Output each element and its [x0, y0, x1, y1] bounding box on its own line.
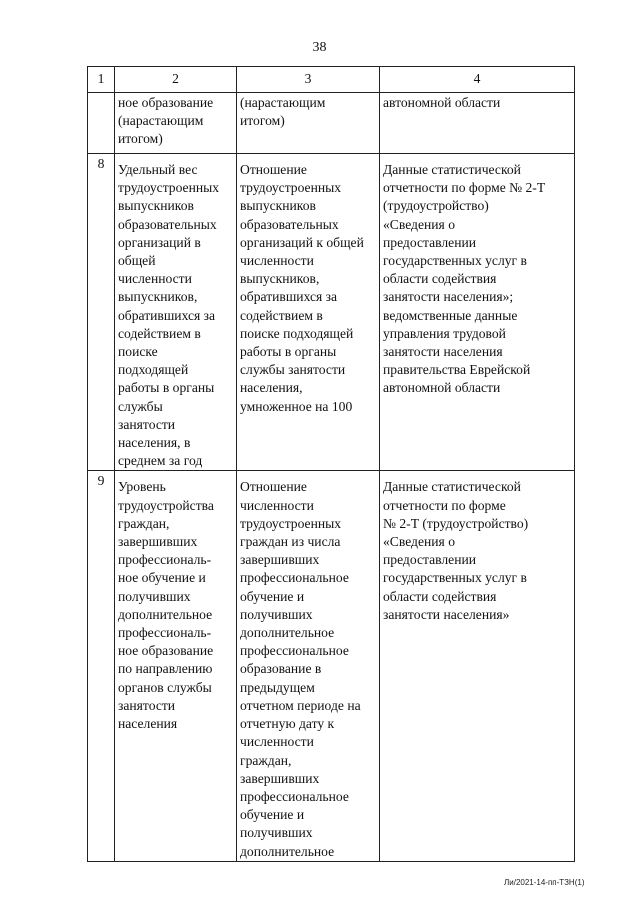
calculation-cell: [237, 154, 380, 471]
calculation-text: Отношение трудоустроенных выпускников образовательных организаций к общей численности выпускников, обратившихся за содействием в поиске подходящей работы в органы службы занятости населения, умноженное на 100: [240, 162, 364, 414]
source-cell: [380, 93, 575, 154]
row-number-cell: 8: [88, 154, 115, 471]
header-cell-4: 4: [380, 67, 575, 93]
document-code: Ли/2021-14-пп-ТЗН(1): [504, 878, 585, 887]
page-number: 38: [312, 40, 327, 55]
indicator-text: Уровень трудоустройства граждан, завершивших профессиональ- ное обучение и получивших дополнительное профессиональ- ное образование по направлению органов службы занятости населения: [118, 479, 214, 732]
indicator-text: Удельный вес трудоустроенных выпускников образовательных организаций в общей численности выпускников, обратившихся за содействием в поиске подходящей работы в органы службы занятости населения, в среднем за год: [118, 162, 220, 469]
indicator-table: [87, 66, 575, 862]
source-text: автономной области: [383, 95, 501, 110]
source-cell: [380, 154, 575, 471]
indicator-cell: [115, 93, 237, 154]
source-text: Данные статистической отчетности по форме № 2-Т (трудоустройство) «Сведения о предоставлении государственных услуг в области содействия занятости населения»: [383, 479, 529, 622]
source-cell: [380, 471, 575, 861]
row-number-cell: 9: [88, 471, 115, 861]
calculation-text: Отношение численности трудоустроенных граждан из числа завершивших профессиональное обучение и получивших дополнительное профессиональное образование в предыдущем отчетном периоде на отчетную дату к численности граждан, завершивших профессиональное обучение и получивших дополнительное: [240, 479, 361, 859]
header-cell-2: 2: [115, 67, 237, 93]
indicator-cell: [115, 471, 237, 861]
calculation-text: (нарастающим итогом): [240, 95, 326, 129]
calculation-cell: [237, 93, 380, 154]
indicator-cell: [115, 154, 237, 471]
row-number-cell: [88, 93, 115, 154]
source-text: Данные статистической отчетности по форме № 2-Т (трудоустройство) «Сведения о предоставлении государственных услуг в области содействия занятости населения»; ведомственные данные управления трудовой занятости населения правительства Еврейской автономной области: [383, 162, 546, 396]
table-header-row: [88, 67, 575, 93]
indicator-text: ное образование (нарастающим итогом): [118, 95, 214, 147]
header-cell-3: 3: [237, 67, 380, 93]
header-cell-1: 1: [88, 67, 115, 93]
table-row-9: [88, 471, 575, 861]
table-row-8: [88, 154, 575, 471]
calculation-cell: [237, 471, 380, 861]
table-row-continuation: [88, 93, 575, 154]
